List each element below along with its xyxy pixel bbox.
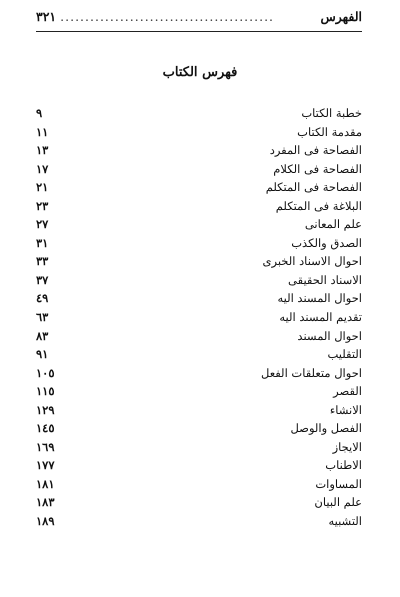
toc-entry — [36, 456, 362, 475]
toc-entry-page-number: ٦٣ — [36, 310, 49, 325]
toc-entry-title: الايجاز — [332, 439, 362, 454]
toc-entry — [36, 197, 362, 216]
toc-entry-title: القصر — [333, 384, 362, 399]
toc-entry-title: علم البيان — [314, 495, 362, 510]
toc-entry — [36, 512, 362, 531]
toc-entry-page-number: ١٤٥ — [36, 421, 55, 436]
toc-entry-title: الفصاحة فى المتكلم — [265, 180, 362, 195]
toc-entry — [36, 252, 362, 271]
toc-entry-page-number: ٣١ — [36, 235, 49, 250]
toc-entry-title: احوال الاسناد الخبرى — [262, 254, 362, 269]
toc-entry-page-number: ١٧ — [36, 161, 49, 176]
toc-entry-page-number: ١٨٩ — [36, 514, 55, 529]
toc-entry-page-number: ٣٣ — [36, 254, 49, 269]
toc-entry — [36, 438, 362, 457]
toc-entry-title: الفصاحة فى الكلام — [273, 161, 362, 176]
header-leader-dots: ........................................... — [60, 9, 275, 24]
toc-entry — [36, 308, 362, 327]
toc-entry-title: احوال المسند — [297, 328, 362, 343]
toc-entry — [36, 327, 362, 346]
toc-entry — [36, 475, 362, 494]
toc-entry-title: الفصاحة فى المفرد — [269, 143, 362, 158]
toc-entry-page-number: ٢٧ — [36, 217, 49, 232]
toc-entry — [36, 123, 362, 142]
toc-entry-page-number: ٢١ — [36, 180, 49, 195]
toc-entry-title: تقديم المسند اليه — [279, 310, 362, 325]
toc-entry-title: الصدق والكذب — [291, 235, 362, 250]
toc-entry — [36, 345, 362, 364]
toc-entry-title: احوال المسند اليه — [277, 291, 362, 306]
toc-entry-page-number: ٩١ — [36, 347, 49, 362]
toc-entry — [36, 141, 362, 160]
toc-entry — [36, 160, 362, 179]
toc-entry — [36, 289, 362, 308]
toc-entry — [36, 401, 362, 420]
toc-entry-page-number: ١٨٣ — [36, 495, 55, 510]
toc-entry-title: الاطناب — [325, 458, 362, 473]
toc-entry — [36, 419, 362, 438]
toc-entry-page-number: ١٢٩ — [36, 402, 55, 417]
toc-entry-title: البلاغة فى المتكلم — [275, 198, 362, 213]
toc-entry-title: التقليب — [327, 347, 362, 362]
toc-entry-page-number: ١١٥ — [36, 384, 55, 399]
toc-entry — [36, 215, 362, 234]
toc-entry — [36, 493, 362, 512]
toc-entry-page-number: ٢٣ — [36, 198, 49, 213]
toc-entry-title: التشبيه — [328, 514, 362, 529]
toc-entry-title: علم المعانى — [304, 217, 362, 232]
toc-entry-page-number: ١٣ — [36, 143, 49, 158]
running-header — [36, 9, 362, 29]
toc-entry — [36, 364, 362, 383]
toc-entry — [36, 271, 362, 290]
toc-entry-page-number: ٣٧ — [36, 272, 49, 287]
header-page-number: ٣٢١ — [36, 9, 57, 24]
toc-entry — [36, 234, 362, 253]
toc-entry-title: الاسناد الحقيقى — [288, 272, 362, 287]
header-rule — [36, 31, 362, 32]
toc-entry-page-number: ١٨١ — [36, 476, 55, 491]
toc-entry-title: احوال متعلقات الفعل — [260, 365, 362, 380]
toc-entry — [36, 178, 362, 197]
toc-entry-title: الفصل والوصل — [290, 421, 362, 436]
toc-entry-title: مقدمة الكتاب — [297, 124, 362, 139]
toc-entry-title: المساوات — [315, 476, 362, 491]
toc-entry-page-number: ٩ — [36, 106, 43, 120]
toc-entry-page-number: ١٧٧ — [36, 458, 55, 473]
toc-entry-title: خطبة الكتاب — [301, 106, 362, 120]
toc-entry — [36, 104, 362, 123]
toc-entry-page-number: ٨٣ — [36, 328, 49, 343]
toc-entry-page-number: ١١ — [36, 124, 49, 139]
toc-entry-page-number: ١٦٩ — [36, 439, 55, 454]
toc-entry-title: الانشاء — [329, 402, 362, 417]
toc-entry-page-number: ٤٩ — [36, 291, 49, 306]
toc-entry — [36, 382, 362, 401]
section-title: فهرس الكتاب — [162, 65, 238, 80]
table-of-contents — [36, 104, 362, 531]
header-title: الفهرس — [320, 9, 362, 24]
toc-entry-page-number: ١٠٥ — [36, 365, 55, 380]
